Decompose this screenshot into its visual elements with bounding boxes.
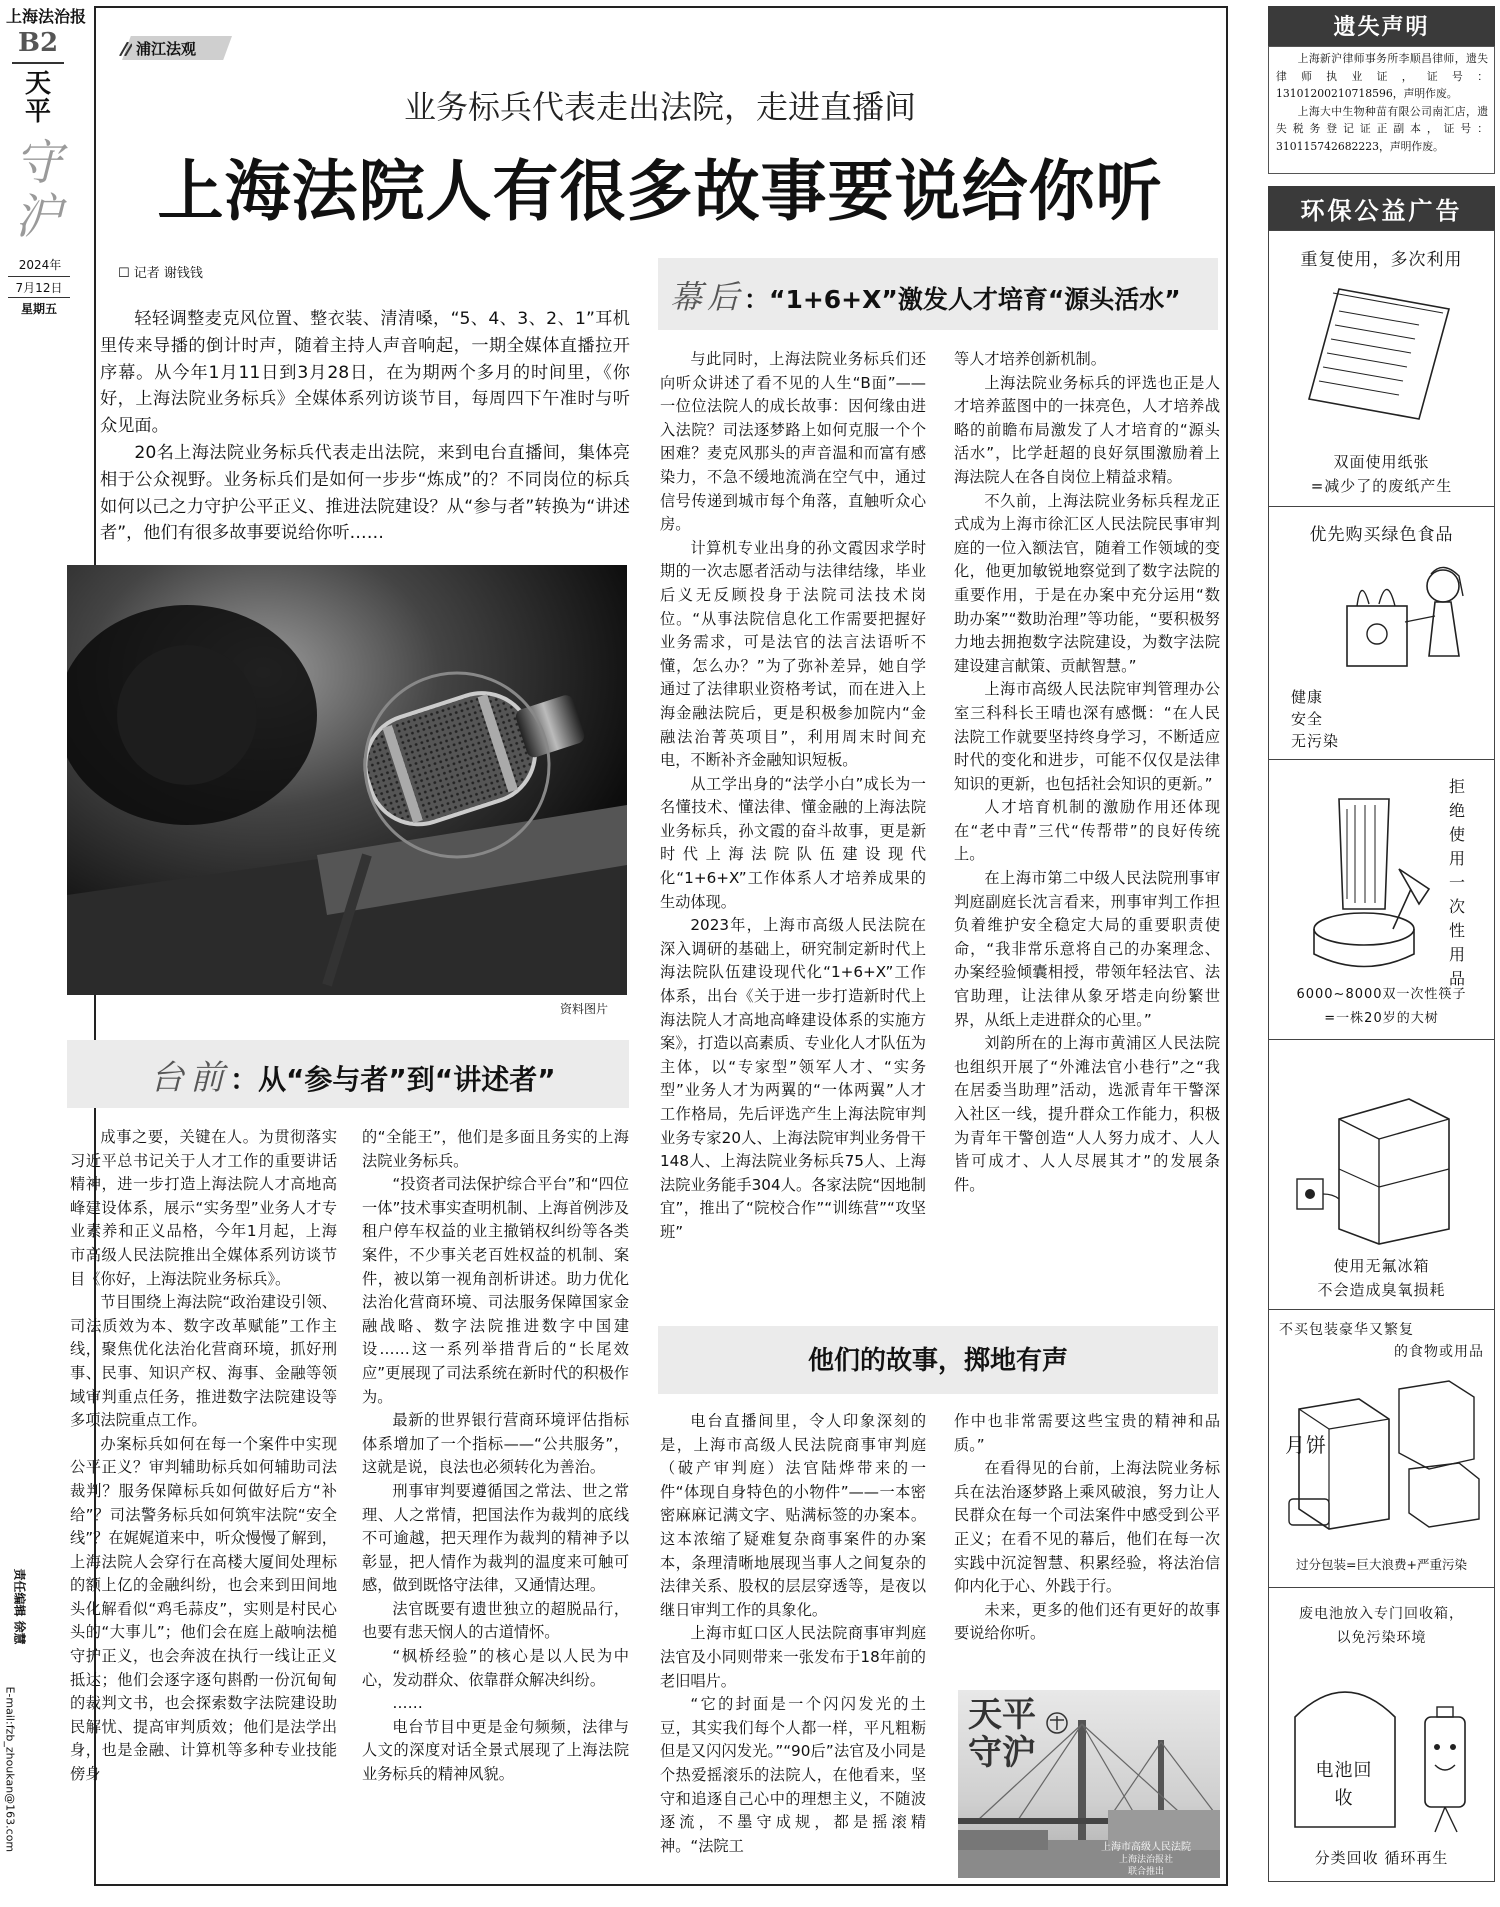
eco-cell-fridge	[1269, 1039, 1494, 1310]
studio-photo	[67, 565, 627, 995]
paragraph: 上海市虹口区人民法院商事审判庭法官及小同则带来一张发布于18年前的老旧唱片。	[660, 1624, 926, 1690]
paragraph: 最新的世界银行营商环境评估指标体系增加了一个指标——“公共服务”，这就是说，良法也必须转化为善治。	[362, 1411, 629, 1477]
paragraph: 不久前，上海法院业务标兵程龙正式成为上海市徐汇区人民法院民事审判庭的一位入额法官，随着工作领域的变化，他更加敏锐地察觉到了数字法院的重要作用，于是在办案中充分运用“数助办案”“数助治理”等功能，“要积极努力地去拥抱数字法院建设，为数字法院建设建言献策、贡献智慧。”	[954, 491, 1220, 675]
rail-divider-2	[8, 276, 70, 277]
eco-bin-label: 电池回收	[1315, 1760, 1373, 1809]
eco-line: 废电池放入专门回收箱，	[1299, 1606, 1464, 1622]
paragraph: 从工学出身的“法学小白”成长为一名懂技术、懂法律、懂金融的上海法院业务标兵，孙文霞的奋斗故事，更是新时代上海法院队伍建设现代化“1+6+X”工作体系人才培养成果的生动体现。	[660, 774, 926, 911]
paragraph: 作中也非常需要这些宝贵的精神和品质。”	[954, 1412, 1220, 1454]
eco-foot: 无污染	[1291, 732, 1340, 750]
paper-stack-icon	[1299, 279, 1459, 429]
paragraph: 成事之要，关键在人。为贯彻落实习近平总书记关于人才工作的重要讲话精神，进一步打造上海法院人才高地高峰建设体系，展示“实务型”业务人才专业素养和正义品格，今年1月起，上海市高级人民法院推出全媒体系列访谈节目《你好，上海法院业务标兵》。	[70, 1128, 337, 1288]
paragraph: 在上海市第二中级人民法院刑事审判庭副庭长沈言看来，刑事审判工作担负着维护安全稳定大局的重要职责使命，“我非常乐意将自己的办案理念、办案经验倾囊相授，带领年轻法官、法官助理，让法律从象牙塔走向纷繁世界，从纸上走进群众的心里。”	[954, 869, 1220, 1029]
eco-foot: 安全	[1291, 710, 1324, 728]
paragraph: ……	[392, 1694, 423, 1713]
column-name-top: 天平	[24, 69, 51, 127]
eco-box-label: 月饼	[1285, 1433, 1327, 1457]
scale-emblem-icon	[1046, 1712, 1068, 1734]
paragraph: “枫桥经验”的核心是以人民为中心，发动群众、依靠群众解决纠纷。	[362, 1647, 629, 1689]
notice-title: 遗失声明	[1333, 15, 1430, 40]
eco-line: 拒绝使用一次性用品	[1449, 777, 1467, 988]
byline: ☐ 记者 谢钱钱	[118, 266, 203, 281]
lead-paragraph: 轻轻调整麦克风位置、整衣装、清清嗓，“5、4、3、2、1”耳机里传来导播的倒计时声，随着主持人声音响起，一期全媒体直播拉开序幕。从今年1月11日到3月28日，在为期两个多月的时间里，《你好，上海法院业务标兵》全媒体系列访谈节目，每周四下午准时与听众见面。	[100, 309, 630, 437]
paragraph: 计算机专业出身的孙文霞因求学时期的一次志愿者活动与法律结缘，毕业后义无反顾投身于法院司法技术岗位。“从事法院信息化工作需要把握好业务需求，可是法官的法言法语听不懂，怎么办？”为了弥补差异，她自学通过了法律职业资格考试，而在进入上海金融法院后，更是积极参加院内“金融法治菁英项目”，利用周末时间充电，不断补齐金融知识短板。	[660, 538, 926, 770]
notice-item: 上海大中生物种苗有限公司南汇店，遗失税务登记证正副本，证号：310115742682223，声明作废。	[1276, 104, 1488, 153]
paragraph: 2023年，上海市高级人民法院在深入调研的基础上，研究制定新时代上海法院队伍建设现代化“1+6+X”工作体系，出台《关于进一步打造新时代上海法院人才高地高峰建设体系的实施方案》，打造以高素质、专业化人才队伍为主体，以“专家型”领军人才、“实务型”业务人才为两翼的“一体两翼”人才工作格局，先后评选产生上海法院审判业务专家20人、上海法院审判业务骨干148人、上海法院业务标兵75人、上海法院业务能手304人。各家法院“因地制宜”，推出了“院校合作”“训练营”“攻坚班”	[660, 916, 926, 1241]
section-front-heading	[150, 1050, 556, 1099]
paragraph: “投资者司法保护综合平台”和“四位一体”技术事实查明机制、上海首例涉及租户停车权益的业主撤销权纠纷等各类案件，不少事关老百姓权益的机制、案件，被以第一视角剖析讲述。助力优化法治化营商环境、司法服务保障国家金融战略、数字法院推进数字中国建设……这一系列举措背后的“长尾效应”更展现了司法系统在新时代的积极作为。	[362, 1175, 629, 1406]
promo-court: 上海市高级人民法院	[1101, 1842, 1191, 1853]
paragraph: 在看得见的台前，上海法院业务标兵在法治逐梦路上乘风破浪，努力让人民群众在每一个司法案件中感受到公平正义；在看不见的幕后，他们在每一次实践中沉淀智慧、积累经验，将法治信仰内化于心、外践于行。	[954, 1459, 1220, 1596]
tree-stump-icon	[1289, 779, 1439, 979]
section-back-label-rest: ：“1+6+X”激发人才培育“源头活水”	[744, 285, 1181, 314]
paragraph: 法官既要有遗世独立的超脱品行，也要有悲天悯人的古道情怀。	[362, 1599, 629, 1642]
paragraph: 上海市高级人民法院审判管理办公室三科科长王晴也深有感慨：“在人民法院工作就要坚持终身学习，不断适应时代的变化和进步，可能不仅仅是法律知识的更新，也包括社会知识的更新。”	[954, 680, 1220, 793]
paragraph: 电台直播间里，令人印象深刻的是，上海市高级人民法院商事审判庭（破产审判庭）法官陆烨带来的一件“体现自身特色的小物件”——一本密密麻麻记满文字、贴满标签的办案本。这本浓缩了疑难复杂商事案件的办案本，条理清晰地展现当事人之间复杂的法律关系、股权的层层穿透等，是夜以继日审判工作的具象化。	[660, 1412, 926, 1619]
microphone-photo-illustration	[67, 565, 627, 995]
promo-image	[958, 1690, 1220, 1878]
eco-title: 环保公益广告	[1300, 197, 1463, 225]
eco-cell-packaging	[1269, 1309, 1494, 1588]
editor-credit: 责任编辑 徐慧	[12, 1568, 27, 1645]
paragraph: 刑事审判要遵循国之常法、世之常理、人之常情，把国法作为裁判的底线不可逾越，把天理作为裁判的精神予以彰显，把人情作为裁判的温度来可触可感，做到既恪守法律，又通情达理。	[362, 1481, 629, 1595]
eco-line: 的食物或用品	[1394, 1344, 1484, 1360]
issue-weekday: 星期五	[20, 302, 57, 316]
eco-cell-paper	[1269, 231, 1494, 507]
promo-sub1: 上海法治报社	[1118, 1855, 1173, 1865]
page-number: B2	[18, 28, 59, 58]
issue-year: 2024年	[18, 258, 62, 272]
eco-foot: 使用无氟冰箱	[1333, 1257, 1430, 1275]
column-tag: 浦江法观	[136, 40, 197, 58]
headline-main: 上海法院人有很多故事要说给你听	[157, 152, 1163, 230]
stories-column-1	[660, 1410, 926, 1876]
column-tag-slash-icon	[118, 42, 132, 56]
eco-foot: =减少了的废纸产生	[1310, 477, 1453, 495]
lead-text	[100, 306, 630, 544]
section-back-label-big: 幕后	[670, 278, 745, 316]
paragraph: 节目围绕上海法院“政治建设引领、司法质效为本、数字改革赋能”工作主线，聚焦优化法治化营商环境，抓好刑事、民事、知识产权、海事、金融等领域审判重点任务，推进数字法院建设等多项法院重点工作。	[70, 1293, 337, 1430]
eco-line: 优先购买绿色食品	[1309, 525, 1454, 545]
issue-date: 7月12日	[15, 281, 63, 295]
promo-logo-line1: 天平	[968, 1695, 1036, 1735]
paragraph: 人才培育机制的激励作用还体现在“老中青”三代“传帮带”的良好传统上。	[954, 798, 1220, 864]
eco-line: 不买包装豪华又繁复	[1279, 1322, 1414, 1338]
front-column-1	[70, 1126, 337, 1876]
rail-divider	[12, 62, 64, 64]
paragraph: 与此同时，上海法院业务标兵们还向听众讲述了看不见的人生“B面”——一位位法院人的成长故事：因何缘由进入法院？司法逐梦路上如何克服一个个困难？麦克风那头的声音温和而富有感染力，不急不缓地流淌在空气中，通过信号传递到城市每个角落，直触听众心房。	[660, 350, 926, 534]
paragraph: “它的封面是一个闪闪发光的土豆，其实我们每个人都一样，平凡粗粝但是又闪闪发光。”“90后”法官及小同是个热爱摇滚乐的法院人，在他看来，坚守和追逐自己心中的理想主义，不随波逐流，不墨守成规，都是摇滚精神。“法院工	[660, 1695, 926, 1855]
paragraph: 办案标兵如何在每一个案件中实现公平正义？审判辅助标兵如何辅助司法裁判？服务保障标兵如何做好后方“补给”？司法警务标兵如何筑牢法院“安全线”？在娓娓道来中，听众慢慢了解到，上海法院人会穿行在高楼大厦间处理标的额上亿的金融纠纷，也会来到田间地头化解看似“鸡毛蒜皮”，实则是村民心头的“大事儿”；他们会在庭上敲响法槌守护正义，也会奔波在执行一线让正义抵达；他们会逐字逐句斟酌一份沉甸甸的裁判文书，也会探索数字法院建设助民解忧、提高审判质效；他们是法学出身，也是金融、计算机等多种专业技能傍身	[70, 1434, 337, 1784]
paragraph: 电台节目中更是金句频频，法律与人文的深度对话全景式展现了上海法院业务标兵的精神风貌。	[362, 1717, 629, 1784]
section-back-heading	[670, 272, 1181, 318]
eco-panel	[1268, 230, 1495, 1882]
paragraph: 刘韵所在的上海市黄浦区人民法院也组织开展了“外滩法官小巷行”之“我在居委当助理”活动，选派青年干警深入社区一线，提升群众工作能力，积极为青年干警创造“人人努力成才、人人皆可成才、人人尽展其才”的发展条件。	[954, 1034, 1220, 1194]
shopping-bag-girl-icon	[1339, 556, 1479, 676]
eco-foot: 分类回收 循环再生	[1314, 1849, 1449, 1867]
editor-email: E-mail:fzb_zhoukan@163.com	[3, 1686, 17, 1853]
headline-kicker: 业务标兵代表走出法院，走进直播间	[403, 88, 916, 126]
eco-foot: 6000~8000双一次性筷子	[1296, 987, 1467, 1002]
section-stories-title: 他们的故事，掷地有声	[807, 1346, 1068, 1376]
promo-sub2: 联合推出	[1127, 1867, 1164, 1877]
rail-divider-3	[8, 297, 70, 298]
eco-cell-disposable	[1269, 759, 1494, 1040]
paragraph: 等人才培养创新机制。	[954, 350, 1106, 368]
paragraph: 的“全能王”，他们是多面且务实的上海法院业务标兵。	[362, 1128, 629, 1170]
photo-caption: 资料图片	[560, 1002, 609, 1016]
eco-foot: 不会造成臭氧损耗	[1317, 1281, 1446, 1299]
eco-foot: =一株20岁的大树	[1324, 1011, 1439, 1026]
paragraph: 未来，更多的他们还有更好的故事要说给你听。	[954, 1600, 1220, 1643]
eco-foot: 过分包装=巨大浪费+严重污染	[1296, 1557, 1467, 1572]
section-front-label-big: 台前	[150, 1058, 230, 1098]
fridge-icon	[1289, 1079, 1469, 1249]
eco-foot: 健康	[1291, 688, 1324, 706]
eco-line: 重复使用，多次利用	[1300, 250, 1463, 270]
stories-column-2	[954, 1410, 1220, 1660]
promo-logo-line2: 守沪	[968, 1733, 1036, 1773]
eco-line: 以免污染环境	[1336, 1630, 1427, 1646]
section-front-label-rest: ：从“参与者”到“讲述者”	[230, 1063, 556, 1096]
notice-body	[1276, 50, 1488, 155]
paragraph: 上海法院业务标兵的评选也正是人才培养蓝图中的一抹亮色，人才培养战略的前瞻布局激发了人才培育的“源头活水”，比学赶超的良好氛围激励着上海法院人在各自岗位上精益求精。	[954, 373, 1220, 486]
front-column-2	[362, 1126, 629, 1876]
notice-item: 上海新沪律师事务所李顺昌律师，遗失律师执业证，证号：13101200210718596，声明作废。	[1276, 52, 1488, 100]
masthead: 上海法治报	[6, 7, 87, 26]
eco-cell-green-food	[1269, 506, 1494, 760]
eco-foot: 双面使用纸张	[1333, 453, 1430, 471]
column-name-big: 守沪	[13, 135, 62, 245]
lead-paragraph: 20名上海法院业务标兵代表走出法院，来到电台直播间，集体亮相于公众视野。业务标兵们是如何一步步“炼成”的？不同岗位的标兵如何以己之力守护公平正义、推进法院建设？从“参与者”转换为“讲述者”，他们有很多故事要说给你听……	[100, 442, 630, 544]
eco-cell-battery	[1269, 1587, 1494, 1879]
